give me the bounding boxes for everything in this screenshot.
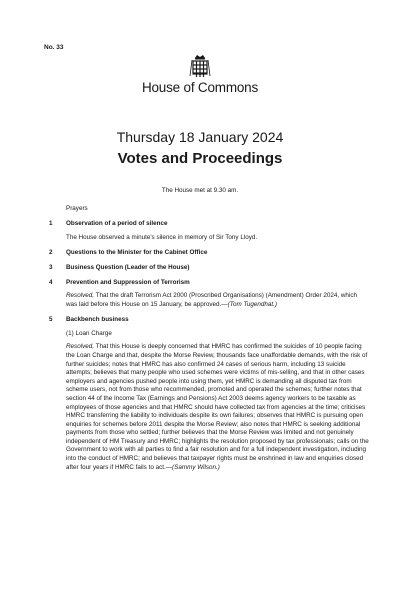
house-logo xyxy=(0,54,400,95)
motion-text: That the draft Terrorism Act 2000 (Proscribed Organisations) (Amendment) Order 2024, which was laid before this House on 15 January, be approved.— xyxy=(66,292,357,309)
list-item xyxy=(49,316,369,472)
issue-number: No. 33 xyxy=(44,44,64,51)
portcullis-icon xyxy=(189,54,211,78)
item-number: 1 xyxy=(49,220,53,227)
list-item xyxy=(49,264,369,273)
house-name: House of Commons xyxy=(141,80,259,95)
prayers-line: Prayers xyxy=(66,205,88,212)
list-item xyxy=(49,279,369,310)
item-number: 5 xyxy=(49,316,53,324)
item-number: 3 xyxy=(49,263,53,271)
item-text xyxy=(66,292,369,309)
item-text xyxy=(66,343,369,472)
item-text: The House observed a minute's silence in memory of Sir Tony Lloyd. xyxy=(66,233,258,241)
sitting-date: Thursday 18 January 2024 xyxy=(116,129,284,145)
item-heading: Prevention and Suppression of Terrorism xyxy=(66,278,190,286)
list-item xyxy=(49,220,369,242)
mover-name: (Tom Tugendhat.) xyxy=(227,301,277,309)
resolved-label: Resolved, xyxy=(66,343,95,351)
document-title: Votes and Proceedings xyxy=(117,150,283,167)
item-heading: Backbench business xyxy=(66,316,129,324)
item-heading: Business Question (Leader of the House) xyxy=(66,263,190,271)
item-heading: Observation of a period of silence xyxy=(66,220,168,227)
item-subheading: (1) Loan Charge xyxy=(66,329,112,337)
resolved-label: Resolved, xyxy=(66,292,95,300)
proceedings-list xyxy=(49,220,369,479)
item-heading: Questions to the Minister for the Cabinet Office xyxy=(66,248,208,256)
mover-name: (Sammy Wilson.) xyxy=(172,463,220,471)
item-number: 2 xyxy=(49,248,53,256)
item-number: 4 xyxy=(49,278,53,286)
list-item xyxy=(49,249,369,258)
motion-text: That this House is deeply concerned that HMRC has confirmed the suicides of 10 people facing the Loan Charge and that, despite the Morse Review, thousands face unaffordable demands, with the risk of further suicides; notes that HMRC has also confirmed 24 cases of serious harm, including 13 suicide attempts; believes that many people who used schemes were victims of mis-selling, and that in other cases employers and agencies pushed people into using them, yet HMRC is demanding all disputed tax from scheme users, not from those who recommended, promoted and operated the schemes; further notes that section 44 of the Income Tax (Earnings and Pensions) Act 2003 deems agency workers to be taxable as employees of those agencies and that HMRC should have collected tax from agencies at the time; criticises HMRC transferring the liability to individuals despite its own failures; observes that HMRC is pursuing open enquiries for schemes before 2011 despite the Morse Review; also notes that HMRC is seeking additional payments from those who settled; further believes that the Morse Review was limited and not genuinely independent of HM Treasury and HMRC; highlights the resolution proposed by tax professionals; calls on the Government to work with all parties to find a fair resolution and for a full independent investigation, including into the conduct of HMRC; and believes that taxpayer rights must be enshrined in law and enquiries closed after four years if HMRC fails to act.— xyxy=(66,343,369,471)
house-met-line: The House met at 9.30 am. xyxy=(161,187,239,194)
